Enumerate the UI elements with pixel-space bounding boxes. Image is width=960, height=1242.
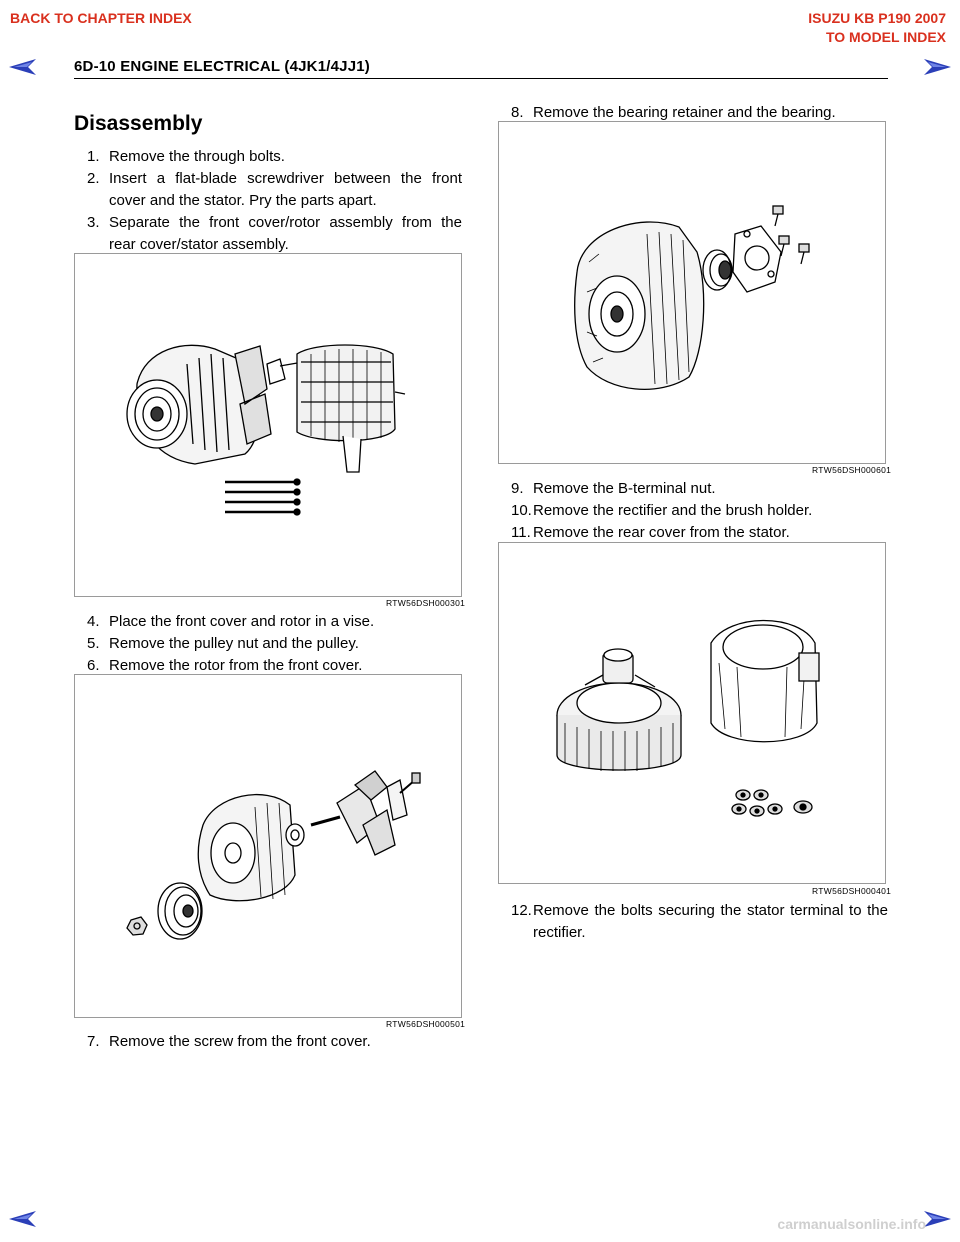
step-number: 8. [511,104,524,121]
figure-rotor-removal [74,674,462,1018]
step-text: Remove the through bolts. [109,148,285,165]
step-number: 6. [87,657,100,674]
rear-cover-removal-illustration [499,543,885,883]
step-text: Remove the rear cover from the stator. [533,524,790,541]
step-text: Remove the bearing retainer and the bearing. [533,104,836,121]
step-text: Remove the bolts securing the stator terminal to the rectifier. [533,902,888,941]
alternator-separation-illustration [75,254,461,596]
figure-bearing-retainer [498,121,886,464]
previous-page-arrow-icon[interactable] [8,1210,38,1228]
figure-code: RTW56DSH000301 [386,598,466,608]
step-number: 4. [87,613,100,630]
step-text: Remove the B-terminal nut. [533,480,716,497]
model-title: ISUZU KB P190 2007 [808,10,946,26]
step-text: Remove the pulley nut and the pulley. [109,635,359,652]
footer-watermark: carmanualsonline.info [777,1216,926,1232]
step-text: Remove the screw from the front cover. [109,1033,371,1050]
figure-code: RTW56DSH000401 [812,886,892,896]
section-title: Disassembly [74,112,203,135]
step-number: 11. [511,524,531,541]
rotor-removal-illustration [75,675,461,1017]
step-number: 7. [87,1033,100,1050]
bearing-retainer-illustration [499,122,885,463]
step-2 [74,168,462,212]
step-text: Remove the rectifier and the brush holder. [533,502,813,519]
step-12 [498,900,888,944]
step-number: 1. [87,148,100,165]
figure-front-rear-separation [74,253,462,597]
page-header-title: 6D-10 ENGINE ELECTRICAL (4JK1/4JJ1) [74,58,370,75]
step-text: Place the front cover and rotor in a vise. [109,613,375,630]
to-model-index-link[interactable]: TO MODEL INDEX [825,29,946,45]
step-number: 9. [511,480,524,497]
step-text: Insert a flat-blade screwdriver between the front cover and the stator. Pry the parts apart. [109,170,462,209]
figure-code: RTW56DSH000601 [812,465,892,475]
figure-code: RTW56DSH000501 [386,1019,466,1029]
step-number: 5. [87,635,100,652]
step-number: 12. [511,902,532,919]
step-3 [74,212,462,256]
step-number: 10. [511,502,532,519]
next-page-arrow-icon[interactable] [922,1210,952,1228]
step-text: Remove the rotor from the front cover. [109,657,363,674]
step-text: Separate the front cover/rotor assembly from the rear cover/stator assembly. [109,214,462,253]
next-page-arrow-icon[interactable] [922,58,952,76]
header-divider [74,78,888,79]
figure-rear-cover-removal [498,542,886,884]
back-to-chapter-index-link[interactable]: BACK TO CHAPTER INDEX [10,10,192,26]
step-number: 2. [87,170,100,187]
previous-page-arrow-icon[interactable] [8,58,38,76]
step-number: 3. [87,214,100,231]
